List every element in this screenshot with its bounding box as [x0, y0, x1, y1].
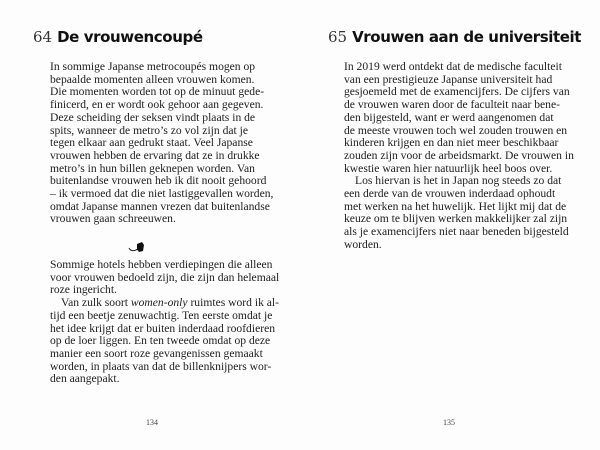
text-line: het idee krijgt dat er buiten inderdaad roofdieren	[50, 321, 276, 335]
body-text-section-2	[50, 258, 280, 386]
text-run: Van zulk soort	[61, 296, 131, 310]
text-line: buitenlandse vrouwen heb ik dit nooit gehoord	[50, 174, 267, 188]
italic-term: women-only	[130, 296, 188, 310]
text-line: Deze scheiding der seksen vindt plaats in de	[50, 110, 256, 124]
body-text	[344, 60, 574, 252]
text-line: voor vrouwen bedoeld zijn, die zijn dan helemaal	[50, 270, 280, 284]
text-line: metro’s in hun billen geknepen worden. Van	[50, 161, 255, 175]
chapter-title: Vrouwen aan de universiteit	[352, 28, 582, 46]
text-line: tijd een beetje zenuwachtig. Ten eerste omdat je	[50, 308, 273, 322]
right-page	[300, 0, 600, 450]
text-line: vrouwen gaan schreeuwen.	[50, 212, 176, 226]
text-line: – ik vermoed dat die niet lastiggevallen worden,	[50, 187, 274, 201]
text-line: tegen elkaar aan gedrukt staat. Veel Japanse	[50, 136, 253, 150]
text-run: ruimtes word ik al-	[187, 296, 279, 310]
text-line: In sommige Japanse metrocoupés mogen op	[50, 60, 256, 73]
text-line: manier een soort roze gevangenissen gemaakt	[50, 346, 263, 360]
text-line: vrouwen hebben de ervaring dat ze in drukke	[50, 148, 260, 162]
text-line: op de loer liggen. En ten tweede omdat op deze	[50, 334, 271, 348]
text-line: zouden zijn voor de arbeidsmarkt. De vrouwen in	[344, 148, 574, 162]
chapter-heading	[33, 28, 203, 46]
text-line: kwestie waren hier natuurlijk heel boos over.	[344, 161, 553, 175]
text-line: worden, in plaats van dat de billenknijpers wor-	[50, 359, 272, 373]
text-line: Los hiervan is het in Japan nog steeds zo dat	[355, 174, 562, 188]
text-line: In 2019 werd ontdekt dat de medische faculteit	[344, 60, 562, 73]
text-line: keuze om te blijven werken makkelijker zal zijn	[344, 212, 568, 226]
fleuron-ornament-icon	[128, 240, 148, 254]
chapter-heading	[328, 28, 581, 46]
text-line: de meeste vrouwen toch wel zouden trouwen en	[344, 123, 568, 137]
text-line: kinderen krijgen en dan niet meer beschikbaar	[344, 136, 559, 150]
text-line: den bijgesteld, want er werd aangenomen dat	[344, 110, 554, 124]
text-line: van een prestigieuze Japanse universiteit had	[344, 72, 553, 86]
chapter-number: 65	[328, 28, 348, 46]
text-line: Sommige hotels hebben verdiepingen die alleen	[50, 258, 273, 271]
text-line: roze ingericht.	[50, 283, 117, 297]
page-number: 135	[443, 418, 455, 427]
page-number: 134	[146, 418, 158, 427]
text-line: finicerd, en er wordt ook gehoor aan gegeven.	[50, 98, 264, 112]
body-text-section-1	[50, 60, 274, 226]
text-line	[50, 296, 279, 310]
text-line: als je examencijfers niet naar beneden bijgesteld	[344, 225, 569, 239]
text-line: de vrouwen waren door de faculteit naar bene-	[344, 98, 560, 112]
text-line: omdat Japanse mannen vrezen dat buitenlandse	[50, 199, 270, 213]
text-line: Die momenten worden tot op de minuut gede-	[50, 85, 265, 99]
text-line: den aangepakt.	[50, 372, 120, 386]
text-line: spits, wanneer de metro’s zo vol zijn dat je	[50, 123, 249, 137]
text-line: worden.	[344, 237, 382, 251]
chapter-title: De vrouwencoupé	[57, 28, 203, 46]
chapter-number: 64	[33, 28, 53, 46]
text-line: met werken na het huwelijk. Het lijkt mij dat de	[344, 199, 567, 213]
text-line: een derde van de vrouwen inderdaad ophoudt	[344, 187, 556, 201]
text-line: gesjoemeld met de examencijfers. De cijfers van	[344, 85, 570, 99]
text-line: bepaalde momenten alleen vrouwen komen.	[50, 72, 255, 86]
